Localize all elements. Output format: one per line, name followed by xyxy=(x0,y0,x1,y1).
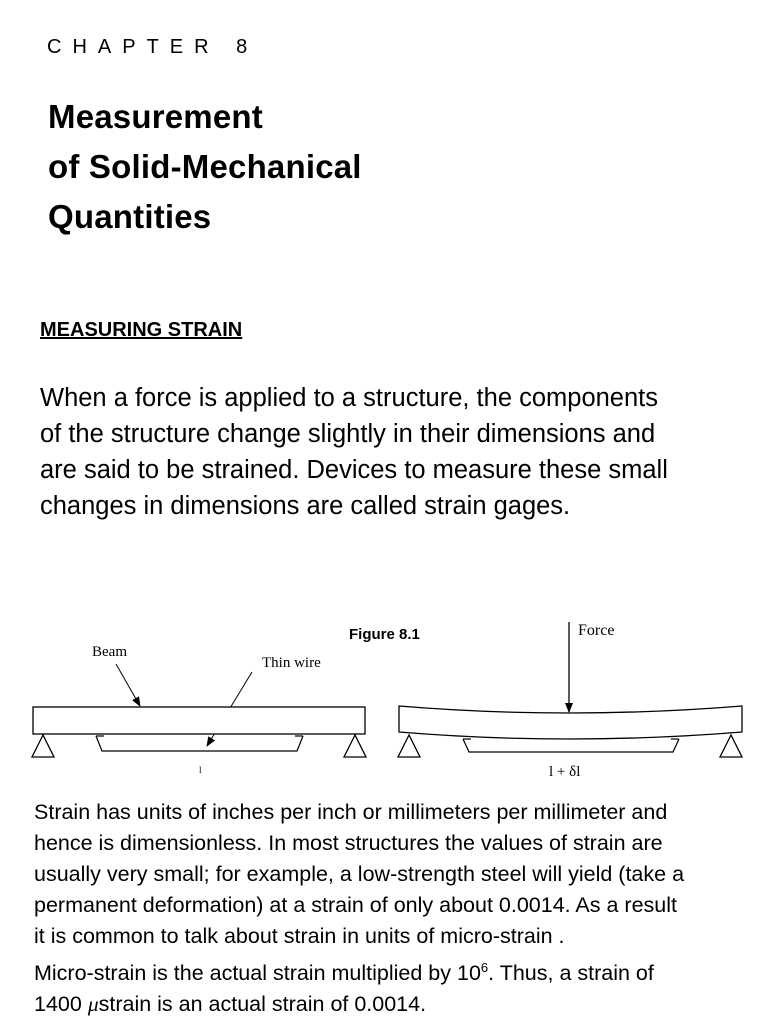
undeformed-beam-diagram xyxy=(32,644,366,775)
intro-line: are said to be strained. Devices to measure these small xyxy=(40,456,668,484)
figure-caption: Figure 8.1 xyxy=(349,626,420,643)
body-line xyxy=(34,989,764,1020)
stretched-wire xyxy=(463,739,679,752)
body-line: usually very small; for example, a low-strength steel will yield (take a xyxy=(34,862,685,886)
body-line: Strain has units of inches per inch or millimeters per millimeter and xyxy=(34,800,668,824)
body-text: 1400 xyxy=(34,992,88,1017)
force-label: Force xyxy=(578,622,615,639)
intro-line: of the structure change slightly in their dimensions and xyxy=(40,420,656,448)
section-heading: MEASURING STRAIN xyxy=(40,319,243,341)
thin-wire-label: Thin wire xyxy=(262,655,321,671)
intro-paragraph xyxy=(40,380,740,524)
body-line: it is common to talk about strain in units of micro-strain . xyxy=(34,924,565,948)
deformed-beam-diagram xyxy=(398,622,742,780)
intro-line: changes in dimensions are called strain gages. xyxy=(40,492,571,520)
body-text: Micro-strain is the actual strain multiplied by 10 xyxy=(34,961,481,986)
deformed-length-label: l + δl xyxy=(549,764,581,780)
left-support-icon xyxy=(32,735,54,757)
chapter-label: CHAPTER 8 xyxy=(47,36,259,58)
chapter-title-line: Quantities xyxy=(48,198,212,235)
chapter-title xyxy=(48,92,362,242)
body-line xyxy=(34,952,764,989)
beam-figure xyxy=(0,600,768,785)
body-line: permanent deformation) at a strain of only about 0.0014. As a result xyxy=(34,893,677,917)
right-support-icon xyxy=(720,735,742,757)
length-label: l xyxy=(199,765,202,775)
body-line: hence is dimensionless. In most structures the values of strain are xyxy=(34,831,663,855)
beam-pointer xyxy=(116,664,140,706)
mu-symbol: μ xyxy=(87,992,99,1017)
body-text: . Thus, a strain of xyxy=(488,961,654,986)
chapter-title-line: Measurement xyxy=(48,98,263,135)
body-paragraph xyxy=(34,797,764,1020)
chapter-title-line: of Solid-Mechanical xyxy=(48,148,362,185)
beam xyxy=(33,707,365,734)
left-support-icon xyxy=(398,735,420,757)
deformed-beam xyxy=(399,706,742,739)
body-text: strain is an actual strain of 0.0014. xyxy=(98,992,427,1017)
thin-wire xyxy=(96,736,303,751)
intro-line: When a force is applied to a structure, the components xyxy=(40,384,659,412)
right-support-icon xyxy=(344,735,366,757)
exponent: 6 xyxy=(480,960,489,975)
beam-label: Beam xyxy=(92,644,127,660)
